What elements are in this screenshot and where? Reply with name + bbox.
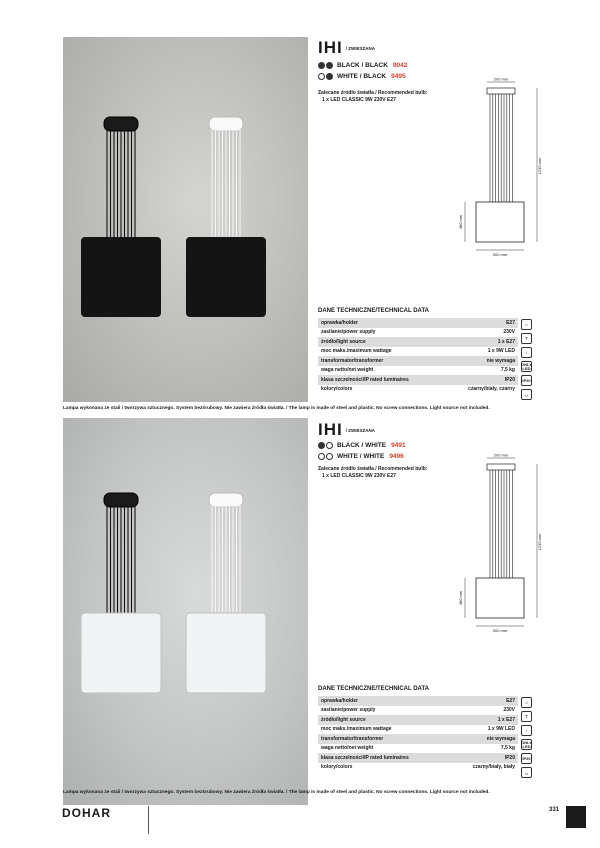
spec-value: czarny/biały, biały — [472, 764, 515, 771]
dim-label-shade: 480 mm — [458, 214, 463, 230]
product-photo — [63, 418, 308, 805]
color-swatch-icon — [326, 453, 333, 460]
variant-row — [318, 451, 406, 462]
spec-value: nie wymaga — [446, 356, 518, 366]
variant-list — [318, 60, 407, 82]
spec-row — [318, 375, 518, 385]
spec-value: 230V — [503, 707, 515, 714]
lamp-canopy — [104, 493, 138, 507]
lamp-shade — [81, 613, 161, 693]
lamp-photo-svg — [63, 418, 308, 805]
spec-row — [318, 744, 518, 754]
pendant-lamp — [81, 493, 161, 693]
dim-label-top: 200 mm — [493, 78, 509, 82]
variant-code: 9491 — [391, 442, 406, 449]
spec-table — [318, 318, 518, 394]
dim-label-bottom: 500 mm — [492, 252, 508, 257]
spec-label: zasilanie/power supply — [321, 707, 376, 714]
spec-value: 7,5 kg — [500, 367, 515, 374]
light-source-icon: ↕ — [521, 347, 532, 358]
variant-code: 9042 — [392, 62, 408, 69]
variant-list — [318, 440, 406, 462]
recommended-bulb — [318, 466, 427, 480]
led-icon: ONLY LED — [521, 361, 532, 371]
spec-label: klasa szczelności/IP rated luminaires — [318, 375, 446, 385]
recommended-bulb — [318, 90, 427, 104]
lamp-canopy — [209, 117, 243, 131]
drawing-shade — [476, 578, 524, 618]
spec-value: 1 x 9W LED — [487, 348, 515, 355]
spec-value: czarny/biały, czarny — [468, 386, 515, 393]
spec-value: 1 x E27 — [446, 337, 518, 347]
spec-value: 1 x E27 — [450, 715, 518, 725]
product-title: IHI — [318, 38, 343, 57]
spec-row — [318, 763, 518, 773]
brand-logo: DOHAR — [62, 806, 111, 820]
ip20-icon: IP20 — [521, 375, 532, 386]
spec-label: moc maks./maximum wattage — [321, 726, 392, 733]
spec-value: IP20 — [450, 753, 518, 763]
product-title-row — [318, 38, 375, 58]
spec-value: E27 — [446, 318, 518, 328]
product-note: Lampa wykonana ze stali i tworzywa sztucznego. System bezśrubowy. Nie zawiera źródła światła. / The lamp is made of steel and plastic. No screw connections. Light source not included. — [63, 406, 490, 411]
dimension-drawing — [445, 78, 555, 273]
spec-label: moc maks./maximum wattage — [321, 348, 392, 355]
lamp-canopy — [104, 117, 138, 131]
product-subtitle: / ZWIESZANA — [345, 428, 375, 434]
light-source-icon: ↕ — [521, 725, 532, 736]
pendant-lamp — [81, 117, 161, 317]
product-title: IHI — [318, 420, 343, 439]
product-photo — [63, 37, 308, 402]
dimension-drawing — [445, 454, 555, 649]
spec-row — [318, 706, 518, 716]
spec-label: zasilanie/power supply — [321, 329, 376, 336]
holder-icon: ⌂ — [521, 319, 532, 330]
ceiling-mount-icon: ⊤ — [521, 333, 532, 344]
color-swatch-icon — [326, 62, 333, 69]
variant-name: BLACK / BLACK — [337, 62, 388, 69]
tech-data-title: DANE TECHNICZNE/TECHNICAL DATA — [318, 308, 429, 314]
holder-icon: ⌂ — [521, 697, 532, 708]
drawing-canopy — [487, 88, 515, 94]
variant-name: WHITE / WHITE — [337, 453, 385, 460]
ceiling-mount-icon: ⊤ — [521, 711, 532, 722]
dim-label-height: 1230 mm — [537, 157, 542, 175]
footer-divider — [148, 806, 149, 834]
led-icon: ONLY LED — [521, 739, 532, 749]
bulb-label: Zalecane źródło światła / Recommended bulb: — [318, 466, 428, 472]
dim-label-shade: 480 mm — [458, 590, 463, 606]
product-note: Lampa wykonana ze stali i tworzywa sztucznego. System bezśrubowy. Nie zawiera źródła światła. / The lamp is made of steel and plastic. No screw connections. Light source not included. — [63, 790, 490, 795]
colors-icon: ◡ — [521, 767, 532, 778]
spec-row — [318, 715, 518, 725]
variant-name: BLACK / WHITE — [337, 442, 387, 449]
spec-label: oprawka/holder — [318, 696, 450, 706]
color-swatch-icon — [318, 62, 325, 69]
ip20-icon: IP20 — [521, 753, 532, 764]
spec-value: 1 x 9W LED — [487, 726, 515, 733]
pendant-lamp — [186, 493, 266, 693]
color-swatch-icon — [318, 453, 325, 460]
drawing-canopy — [487, 464, 515, 470]
spec-value: 7,5 kg — [500, 745, 515, 752]
spec-label: źródło/light source — [318, 715, 450, 725]
spec-value: nie wymaga — [450, 734, 518, 744]
bulb-value: 1 x LED CLASSIC 9W 230V E27 — [322, 473, 396, 479]
variant-code: 9495 — [391, 73, 406, 80]
spec-row — [318, 385, 518, 395]
lamp-shade — [81, 237, 161, 317]
spec-label: transformator/transformer — [318, 356, 446, 366]
spec-label: klasa szczelności/IP rated luminaires — [318, 753, 450, 763]
spec-row — [318, 753, 518, 763]
spec-icons — [521, 319, 533, 403]
lamp-canopy — [209, 493, 243, 507]
variant-row — [318, 71, 407, 82]
color-swatch-icon — [326, 73, 333, 80]
color-swatch-icon — [326, 442, 333, 449]
spec-row — [318, 356, 518, 366]
spec-label: waga netto/net weight — [321, 367, 374, 374]
spec-row — [318, 366, 518, 376]
pendant-lamp — [186, 117, 266, 317]
variant-name: WHITE / BLACK — [337, 73, 387, 80]
spec-value: E27 — [450, 696, 518, 706]
color-swatch-icon — [318, 73, 325, 80]
spec-row — [318, 734, 518, 744]
dimension-svg — [445, 454, 555, 644]
spec-label: kolory/colors — [321, 764, 353, 771]
spec-icons — [521, 697, 533, 781]
spec-label: kolory/colors — [321, 386, 353, 393]
spec-value: 230V — [503, 329, 515, 336]
dim-label-top: 200 mm — [493, 454, 509, 458]
spec-row — [318, 318, 518, 328]
spec-row — [318, 696, 518, 706]
spec-label: źródło/light source — [318, 337, 446, 347]
lamp-shade — [186, 237, 266, 317]
page-number: 331 — [549, 807, 560, 813]
variant-row — [318, 440, 406, 451]
spec-label: waga netto/net weight — [321, 745, 374, 752]
dim-label-bottom: 500 mm — [492, 628, 508, 633]
spec-row — [318, 328, 518, 338]
dim-label-height: 1230 mm — [537, 533, 542, 551]
spec-row — [318, 347, 518, 357]
dimension-svg — [445, 78, 555, 268]
tech-data-title: DANE TECHNICZNE/TECHNICAL DATA — [318, 686, 429, 692]
page-marker — [566, 806, 586, 828]
spec-row — [318, 725, 518, 735]
bulb-value: 1 x LED CLASSIC 9W 230V E27 — [322, 97, 396, 103]
lamp-photo-svg — [63, 37, 308, 402]
spec-table — [318, 696, 518, 772]
spec-value: IP20 — [446, 375, 518, 385]
bulb-label: Zalecane źródło światła / Recommended bulb: — [318, 90, 428, 96]
color-swatch-icon — [318, 442, 325, 449]
colors-icon: ◡ — [521, 389, 532, 400]
spec-label: oprawka/holder — [318, 318, 446, 328]
spec-row — [318, 337, 518, 347]
spec-label: transformator/transformer — [318, 734, 450, 744]
drawing-shade — [476, 202, 524, 242]
variant-code: 9496 — [389, 453, 404, 460]
variant-row — [318, 60, 407, 71]
lamp-shade — [186, 613, 266, 693]
product-title-row — [318, 420, 375, 440]
product-subtitle: / ZWIESZANA — [345, 46, 375, 52]
